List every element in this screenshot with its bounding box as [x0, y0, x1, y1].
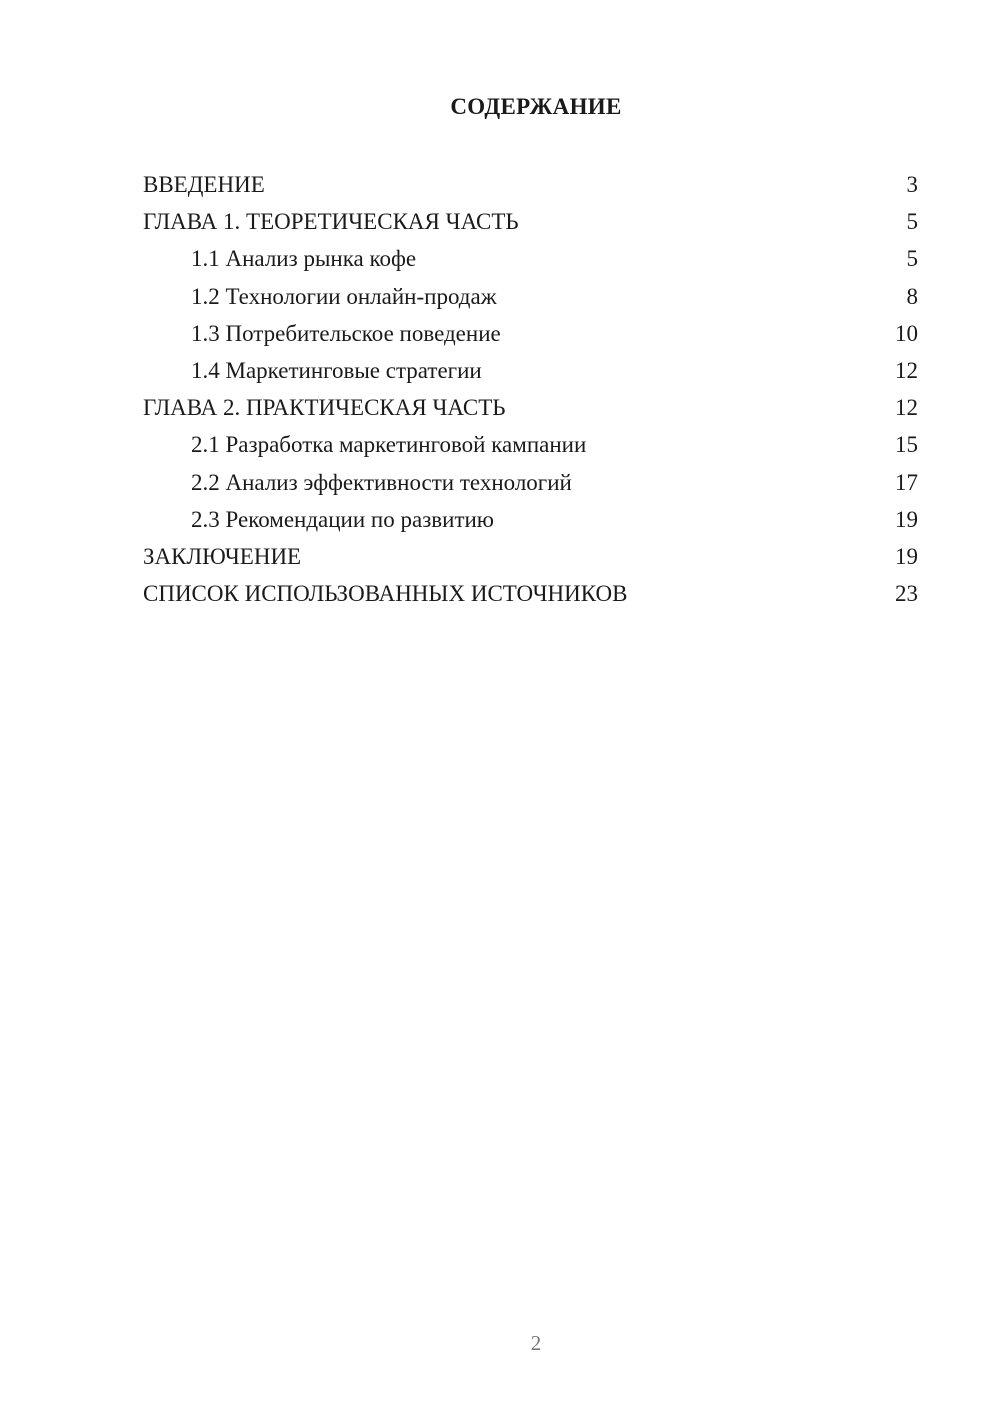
toc-entry[interactable]: [143, 464, 918, 501]
toc-entry-label: ВВЕДЕНИЕ: [143, 172, 265, 197]
toc-entry-page: 8: [906, 283, 918, 309]
toc-entry[interactable]: [143, 538, 918, 575]
toc-entry-page: 5: [906, 209, 918, 235]
toc-entry-label: СПИСОК ИСПОЛЬЗОВАННЫХ ИСТОЧНИКОВ: [143, 581, 628, 607]
toc-entry[interactable]: [143, 203, 918, 240]
toc-entry-page: 5: [906, 246, 918, 272]
toc-entry-label: ГЛАВА 2. ПРАКТИЧЕСКАЯ ЧАСТЬ: [143, 395, 506, 421]
toc-entry-page: 15: [895, 432, 918, 458]
toc-entry-page: 12: [895, 395, 918, 421]
toc-entry[interactable]: [143, 240, 918, 277]
toc-entry-label: 1.4 Маркетинговые стратегии: [191, 357, 482, 383]
toc-title: СОДЕРЖАНИЕ: [450, 94, 622, 119]
toc-entry-label: 1.3 Потребительское поведение: [191, 320, 501, 346]
toc-entry-label: 2.1 Разработка маркетинговой кампании: [191, 432, 587, 458]
toc-entry[interactable]: [143, 315, 918, 352]
toc-entry-label: 2.2 Анализ эффективности технологий: [191, 469, 572, 495]
toc-entry-page: 23: [895, 581, 918, 607]
toc-entry-page: 10: [895, 320, 918, 346]
toc-entry[interactable]: [143, 352, 918, 389]
toc-entry[interactable]: [143, 166, 918, 203]
toc-entry-label: 1.1 Анализ рынка кофе: [191, 246, 417, 272]
toc-entry-label: 1.2 Технологии онлайн-продаж: [191, 283, 497, 309]
toc-entry-page: 17: [895, 469, 918, 495]
toc-list: [143, 166, 918, 612]
toc-entry[interactable]: [143, 501, 918, 538]
page-number: 2: [530, 1331, 542, 1355]
toc-entry-label: 2.3 Рекомендации по развитию: [191, 506, 494, 532]
toc-entry-page: 12: [895, 357, 918, 383]
toc-entry[interactable]: [143, 426, 918, 463]
toc-entry[interactable]: [143, 575, 918, 612]
toc-entry-page: 19: [895, 543, 918, 569]
toc-entry[interactable]: [143, 389, 918, 426]
toc-entry-label: ЗАКЛЮЧЕНИЕ: [143, 543, 302, 569]
toc-entry-label: ГЛАВА 1. ТЕОРЕТИЧЕСКАЯ ЧАСТЬ: [143, 209, 519, 235]
toc-entry[interactable]: [143, 278, 918, 315]
toc-entry-page: 19: [895, 506, 918, 532]
toc-entry-page: 3: [906, 172, 918, 197]
